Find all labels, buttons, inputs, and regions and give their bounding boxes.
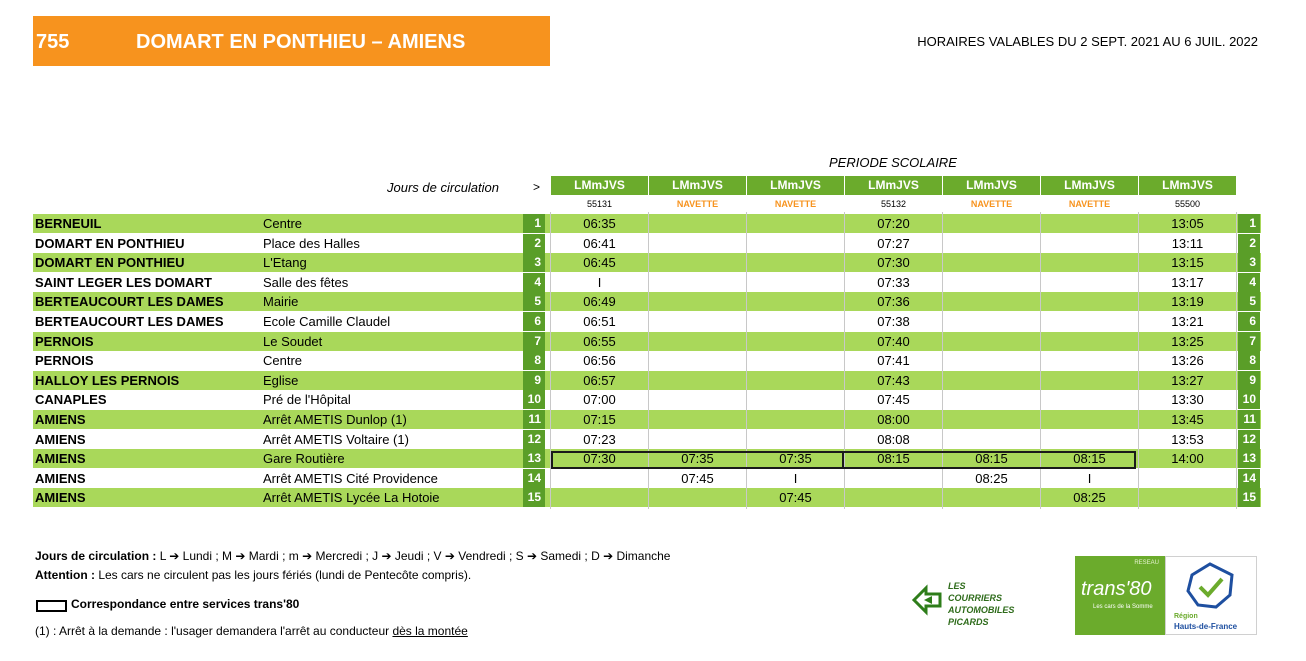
time-cell — [943, 332, 1040, 351]
correspondance-legend-text: Correspondance entre services trans'80 — [71, 597, 300, 611]
time-cell: 07:41 — [877, 353, 910, 368]
row-number-left: 4 — [523, 273, 545, 292]
time-cell — [1041, 371, 1138, 390]
row-stop: Arrêt AMETIS Dunlop (1) — [263, 412, 407, 427]
row-number-left: 12 — [523, 430, 545, 449]
column-days-4: LMmJVS — [845, 176, 942, 195]
table-row — [33, 430, 1261, 449]
row-town: AMIENS — [35, 471, 86, 486]
row-number-right: 12 — [1238, 430, 1260, 449]
column-service-5: NAVETTE — [970, 199, 1013, 209]
row-stop: Arrêt AMETIS Cité Providence — [263, 471, 438, 486]
row-number-right: 8 — [1238, 351, 1260, 370]
time-cell — [1041, 253, 1138, 272]
region-map-icon — [1180, 561, 1240, 611]
table-row — [33, 410, 1261, 429]
row-number-left: 1 — [523, 214, 545, 233]
days-legend — [35, 549, 670, 563]
column-days-7: LMmJVS — [1139, 176, 1236, 195]
time-cell — [845, 488, 942, 507]
time-cell: I — [1087, 471, 1092, 486]
row-town: HALLOY LES PERNOIS — [35, 373, 180, 388]
time-cell: 07:36 — [877, 294, 910, 309]
time-cell: 06:35 — [583, 216, 616, 231]
time-cell — [551, 469, 648, 488]
time-cell: 07:27 — [877, 236, 910, 251]
region-line2: Hauts-de-France — [1174, 622, 1238, 631]
row-town: BERNEUIL — [35, 216, 102, 231]
row-number-right: 6 — [1238, 312, 1260, 331]
row-stop: Arrêt AMETIS Lycée La Hotoie — [263, 490, 440, 505]
time-cell — [1041, 312, 1138, 331]
time-cell — [747, 312, 844, 331]
time-cell — [551, 488, 648, 507]
time-cell: 07:43 — [877, 373, 910, 388]
row-number-left: 3 — [523, 253, 545, 272]
row-number-right: 13 — [1238, 449, 1260, 468]
time-cell: 07:15 — [583, 412, 616, 427]
row-town: BERTEAUCOURT LES DAMES — [35, 294, 224, 309]
time-cell — [747, 430, 844, 449]
time-cell: 13:53 — [1171, 432, 1204, 447]
time-cell — [943, 214, 1040, 233]
demand-stop-note-underlined: dès la montée — [392, 624, 468, 638]
table-row — [33, 214, 1261, 233]
attention-text: Les cars ne circulent pas les jours fériés (lundi de Pentecôte compris). — [98, 568, 472, 582]
column-service-3: NAVETTE — [774, 199, 817, 209]
column-days-2: LMmJVS — [649, 176, 746, 195]
time-cell: 06:55 — [583, 334, 616, 349]
time-cell — [747, 273, 844, 292]
time-cell: 14:00 — [1171, 451, 1204, 466]
time-cell — [649, 430, 746, 449]
row-town: AMIENS — [35, 432, 86, 447]
lca-line2: AUTOMOBILES — [948, 605, 1015, 615]
time-cell — [747, 351, 844, 370]
row-number-left: 8 — [523, 351, 545, 370]
line-title: DOMART EN PONTHIEU – AMIENS — [136, 31, 466, 53]
demand-stop-note — [35, 624, 468, 638]
table-row — [33, 253, 1261, 272]
row-stop: Eglise — [263, 373, 299, 388]
time-cell — [649, 253, 746, 272]
time-cell — [1041, 273, 1138, 292]
time-cell — [943, 430, 1040, 449]
t80-name: trans'80 — [1081, 578, 1152, 600]
row-number-right: 11 — [1238, 410, 1260, 429]
row-number-left: 14 — [523, 469, 545, 488]
time-cell: 13:45 — [1171, 412, 1204, 427]
time-cell — [649, 234, 746, 253]
time-cell: 08:25 — [975, 471, 1008, 486]
column-service-4: 55132 — [880, 199, 907, 209]
column-days-1: LMmJVS — [551, 176, 648, 195]
table-row — [33, 273, 1261, 292]
time-cell — [943, 390, 1040, 409]
table-row — [33, 488, 1261, 507]
row-number-left: 6 — [523, 312, 545, 331]
table-row — [33, 332, 1261, 351]
row-number-left: 9 — [523, 371, 545, 390]
row-stop: Mairie — [263, 294, 299, 309]
time-cell: 13:17 — [1171, 275, 1204, 290]
time-cell: 07:20 — [877, 216, 910, 231]
time-cell: 07:45 — [779, 490, 812, 505]
row-stop: Ecole Camille Claudel — [263, 314, 391, 329]
table-row — [33, 469, 1261, 488]
time-cell: 13:26 — [1171, 353, 1204, 368]
row-town: AMIENS — [35, 490, 86, 505]
table-row — [33, 234, 1261, 253]
row-town: DOMART EN PONTHIEU — [35, 255, 185, 270]
time-cell: 08:15 — [1073, 451, 1106, 466]
row-number-right: 4 — [1238, 273, 1260, 292]
row-stop: Centre — [263, 216, 303, 231]
column-service-6: NAVETTE — [1068, 199, 1111, 209]
time-cell — [943, 292, 1040, 311]
time-cell: 13:05 — [1171, 216, 1204, 231]
time-cell — [747, 371, 844, 390]
row-stop: Place des Halles — [263, 236, 360, 251]
days-label: Jours de circulation — [387, 180, 499, 195]
table-row — [33, 312, 1261, 331]
days-legend-text: L ➔ Lundi ; M ➔ Mardi ; m ➔ Mercredi ; J ➔ Jeudi ; V ➔ Vendredi ; S ➔ Samedi ; D ➔ Dimanche — [159, 549, 671, 563]
time-cell — [1041, 390, 1138, 409]
time-cell: I — [793, 471, 798, 486]
time-cell: 13:11 — [1171, 236, 1204, 251]
time-cell: 07:35 — [681, 451, 714, 466]
row-number-right: 2 — [1238, 234, 1260, 253]
row-stop: Centre — [263, 353, 303, 368]
time-cell — [747, 390, 844, 409]
row-town: AMIENS — [35, 412, 86, 427]
line-number: 755 — [36, 31, 70, 53]
region-logo — [1165, 556, 1257, 635]
time-cell: 13:30 — [1171, 392, 1204, 407]
courriers-picards-logo — [910, 578, 1020, 627]
attention-title: Attention : — [35, 568, 95, 582]
time-cell — [943, 312, 1040, 331]
region-line1: Région — [1174, 613, 1198, 620]
time-cell: 07:30 — [583, 451, 616, 466]
lca-arrow-icon — [910, 582, 946, 618]
time-cell: I — [597, 275, 602, 290]
lca-line3: PICARDS — [948, 617, 989, 627]
time-cell — [943, 371, 1040, 390]
time-cell — [649, 214, 746, 233]
row-stop: L'Etang — [263, 255, 307, 270]
correspondance-legend-box — [36, 600, 67, 612]
time-cell — [1041, 410, 1138, 429]
row-number-right: 9 — [1238, 371, 1260, 390]
time-cell: 13:27 — [1171, 373, 1204, 388]
time-cell: 07:23 — [583, 432, 616, 447]
table-row — [33, 390, 1261, 409]
days-arrow: > — [533, 180, 541, 194]
attention-note — [35, 568, 471, 582]
column-service-7: 55500 — [1174, 199, 1201, 209]
time-cell — [649, 273, 746, 292]
time-cell — [1041, 292, 1138, 311]
t80-sub: Les cars de la Somme — [1093, 604, 1153, 610]
time-cell: 07:30 — [877, 255, 910, 270]
time-cell — [1041, 332, 1138, 351]
time-cell: 07:38 — [877, 314, 910, 329]
trans80-logo — [1075, 556, 1165, 635]
time-cell — [747, 410, 844, 429]
time-cell — [747, 292, 844, 311]
time-cell: 06:49 — [583, 294, 616, 309]
time-cell: 08:15 — [975, 451, 1008, 466]
row-stop: Arrêt AMETIS Voltaire (1) — [263, 432, 409, 447]
time-cell: 08:08 — [877, 432, 910, 447]
time-cell — [649, 371, 746, 390]
time-cell — [747, 234, 844, 253]
time-cell: 07:45 — [681, 471, 714, 486]
time-cell: 07:35 — [779, 451, 812, 466]
time-cell — [943, 351, 1040, 370]
lca-line1: LES COURRIERS — [948, 581, 1003, 603]
time-cell: 06:41 — [583, 236, 616, 251]
time-cell: 06:56 — [583, 353, 616, 368]
time-cell: 06:57 — [583, 373, 616, 388]
row-number-left: 5 — [523, 292, 545, 311]
time-cell — [649, 312, 746, 331]
time-cell — [649, 351, 746, 370]
row-stop: Pré de l'Hôpital — [263, 392, 351, 407]
row-town: AMIENS — [35, 451, 86, 466]
validity-dates: HORAIRES VALABLES DU 2 SEPT. 2021 AU 6 JUIL. 2022 — [917, 34, 1258, 49]
time-cell — [943, 273, 1040, 292]
row-number-left: 10 — [523, 390, 545, 409]
table-row — [33, 371, 1261, 390]
column-service-1: 55131 — [586, 199, 613, 209]
column-days-6: LMmJVS — [1041, 176, 1138, 195]
period-label: PERIODE SCOLAIRE — [829, 155, 957, 170]
time-cell: 07:45 — [877, 392, 910, 407]
time-cell — [1041, 430, 1138, 449]
time-cell: 06:45 — [583, 255, 616, 270]
time-cell: 13:19 — [1171, 294, 1204, 309]
row-town: BERTEAUCOURT LES DAMES — [35, 314, 224, 329]
time-cell — [943, 234, 1040, 253]
row-town: SAINT LEGER LES DOMART — [35, 275, 212, 290]
row-number-right: 5 — [1238, 292, 1260, 311]
time-cell: 13:21 — [1171, 314, 1204, 329]
demand-stop-note-text: (1) : Arrêt à la demande : l'usager demandera l'arrêt au conducteur — [35, 624, 393, 638]
table-row — [33, 351, 1261, 370]
time-cell: 08:00 — [877, 412, 910, 427]
time-cell — [845, 469, 942, 488]
time-cell: 13:15 — [1171, 255, 1204, 270]
time-cell: 08:15 — [877, 451, 910, 466]
days-legend-title: Jours de circulation : — [35, 549, 157, 563]
time-cell — [649, 488, 746, 507]
column-days-5: LMmJVS — [943, 176, 1040, 195]
time-cell — [1041, 351, 1138, 370]
row-number-left: 7 — [523, 332, 545, 351]
column-days-3: LMmJVS — [747, 176, 844, 195]
row-number-right: 10 — [1238, 390, 1260, 409]
row-number-right: 14 — [1238, 469, 1260, 488]
correspondance-separator — [842, 451, 844, 469]
time-cell: 13:25 — [1171, 334, 1204, 349]
time-cell — [1139, 469, 1236, 488]
row-town: DOMART EN PONTHIEU — [35, 236, 185, 251]
time-cell: 07:00 — [583, 392, 616, 407]
row-stop: Gare Routière — [263, 451, 345, 466]
time-cell: 06:51 — [583, 314, 616, 329]
column-separator — [1138, 212, 1139, 509]
time-cell: 07:33 — [877, 275, 910, 290]
t80-reseau: RESEAU — [1134, 560, 1159, 566]
time-cell — [649, 332, 746, 351]
row-number-left: 15 — [523, 488, 545, 507]
row-number-right: 1 — [1238, 214, 1260, 233]
row-number-left: 13 — [523, 449, 545, 468]
time-cell — [747, 332, 844, 351]
row-stop: Le Soudet — [263, 334, 323, 349]
row-number-right: 7 — [1238, 332, 1260, 351]
time-cell — [943, 410, 1040, 429]
row-stop: Salle des fêtes — [263, 275, 349, 290]
row-number-left: 2 — [523, 234, 545, 253]
row-town: PERNOIS — [35, 353, 94, 368]
row-number-right: 3 — [1238, 253, 1260, 272]
row-number-left: 11 — [523, 410, 545, 429]
time-cell — [747, 253, 844, 272]
column-service-2: NAVETTE — [676, 199, 719, 209]
row-town: CANAPLES — [35, 392, 107, 407]
time-cell — [1041, 214, 1138, 233]
time-cell — [943, 488, 1040, 507]
time-cell — [649, 390, 746, 409]
row-town: PERNOIS — [35, 334, 94, 349]
column-separator — [1236, 212, 1237, 509]
time-cell — [649, 292, 746, 311]
time-cell — [1139, 488, 1236, 507]
time-cell — [649, 410, 746, 429]
time-cell: 08:25 — [1073, 490, 1106, 505]
table-row — [33, 292, 1261, 311]
time-cell — [1041, 234, 1138, 253]
time-cell — [747, 214, 844, 233]
time-cell — [943, 253, 1040, 272]
time-cell: 07:40 — [877, 334, 910, 349]
row-number-right: 15 — [1238, 488, 1260, 507]
